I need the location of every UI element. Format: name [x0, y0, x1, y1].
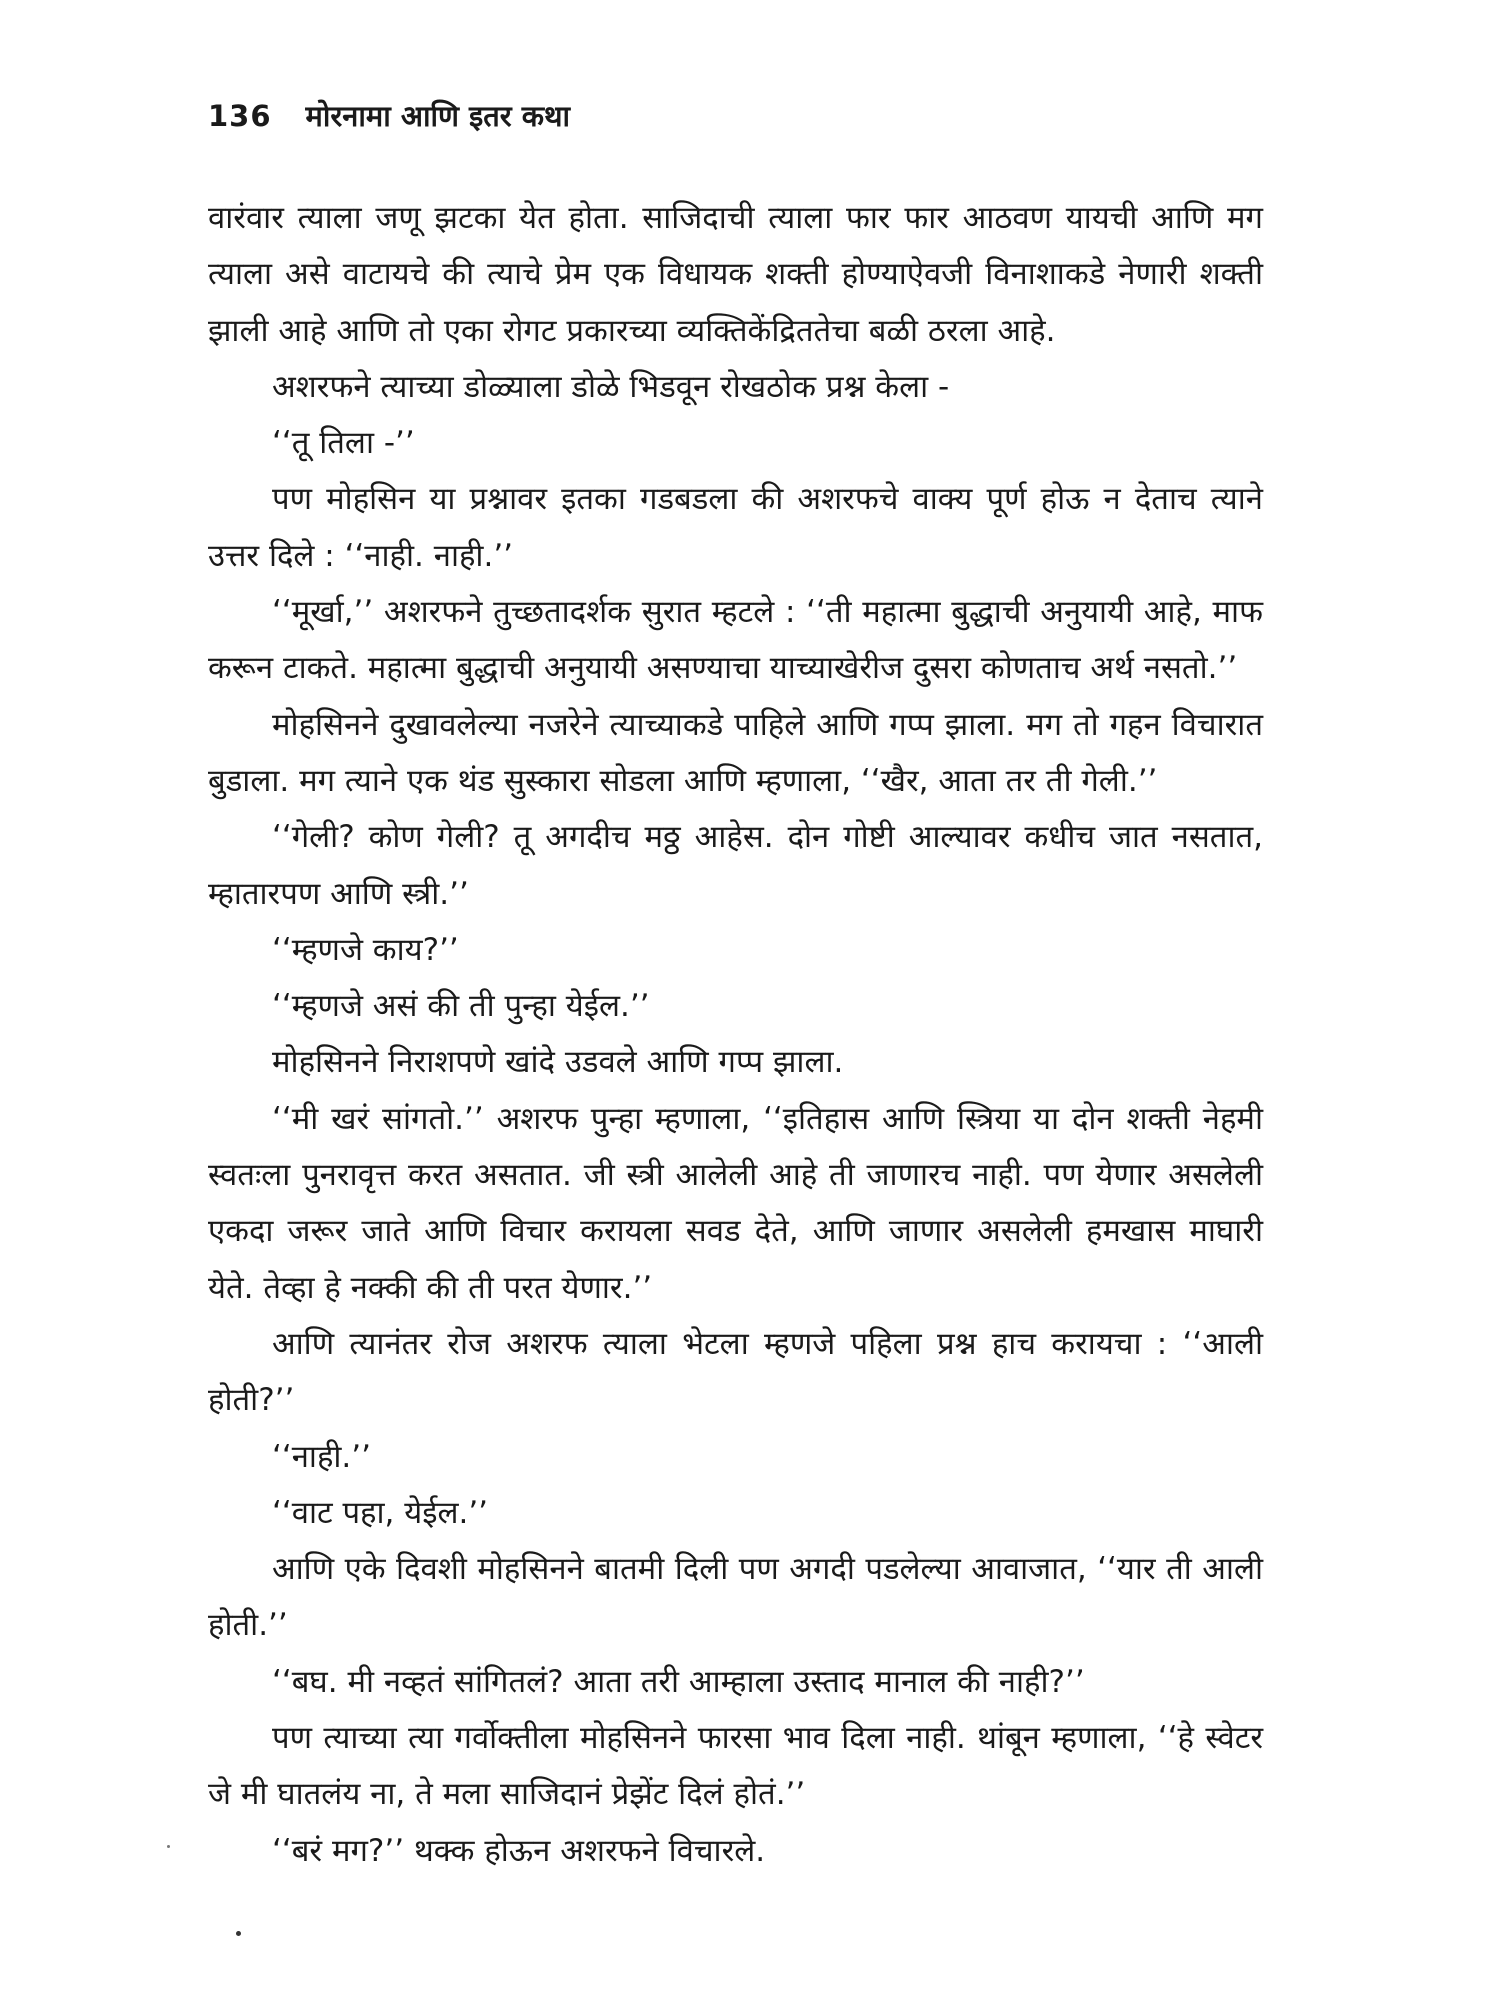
- running-title: मोरनामा आणि इतर कथा: [305, 99, 571, 133]
- paragraph: आणि त्यानंतर रोज अशरफ त्याला भेटला म्हणजे पहिला प्रश्न हाच करायचा : ‘‘आली होती?’’: [208, 1325, 1263, 1419]
- paragraph: ‘‘बरं मग?’’ थक्क होऊन अशरफने विचारले.: [272, 1832, 766, 1869]
- paragraph: ‘‘तू तिला -’’: [272, 425, 415, 462]
- paragraph: ‘‘बघ. मी नव्हतं सांगितलं? आता तरी आम्हाला उस्ताद मानाल की नाही?’’: [272, 1663, 1085, 1700]
- paragraph: ‘‘वाट पहा, येईल.’’: [272, 1494, 489, 1531]
- page-number: 136: [208, 99, 272, 133]
- scan-speck: [167, 1845, 170, 1848]
- page-header: [208, 96, 1263, 158]
- paragraph: ‘‘मी खरं सांगतो.’’ अशरफ पुन्हा म्हणाला, ‘‘इतिहास आणि स्त्रिया या दोन शक्ती नेहमी स्वतःला पुनरावृत्त करत असतात. जी स्त्री आलेली आहे ती जाणारच नाही. पण येणार असलेली एकदा जरूर जाते आणि विचार करायला सवड देते, आणि जाणार असलेली हमखास माघारी येते. तेव्हा हे नक्की की ती परत येणार.’’: [208, 1100, 1263, 1306]
- paragraph: वारंवार त्याला जणू झटका येत होता. साजिदाची त्याला फार फार आठवण यायची आणि मग त्याला असे वाटायचे की त्याचे प्रेम एक विधायक शक्ती होण्याऐवजी विनाशाकडे नेणारी शक्ती झाली आहे आणि तो एका रोगट प्रकारच्या व्यक्तिकेंद्रिततेचा बळी ठरला आहे.: [208, 200, 1263, 349]
- body-text: [208, 190, 1263, 1879]
- paragraph: ‘‘म्हणजे काय?’’: [272, 931, 459, 968]
- paragraph: पण मोहसिन या प्रश्नावर इतका गडबडला की अशरफचे वाक्य पूर्ण होऊ न देताच त्याने उत्तर दिले : ‘‘नाही. नाही.’’: [208, 481, 1263, 574]
- paragraph: ‘‘म्हणजे असं की ती पुन्हा येईल.’’: [272, 988, 650, 1025]
- paragraph: ‘‘नाही.’’: [272, 1438, 371, 1475]
- paragraph: ‘‘गेली? कोण गेली? तू अगदीच मठ्ठ आहेस. दोन गोष्टी आल्यावर कधीच जात नसतात, म्हातारपण आणि स्त्री.’’: [208, 819, 1263, 912]
- paragraph: पण त्याच्या त्या गर्वोक्तीला मोहसिनने फारसा भाव दिला नाही. थांबून म्हणाला, ‘‘हे स्वेटर जे मी घातलंय ना, ते मला साजिदानं प्रेझेंट दिलं होतं.’’: [208, 1720, 1263, 1813]
- scan-speck: [236, 1931, 241, 1936]
- paragraph: अशरफने त्याच्या डोळ्याला डोळे भिडवून रोखठोक प्रश्न केला -: [272, 368, 950, 405]
- paragraph: आणि एके दिवशी मोहसिनने बातमी दिली पण अगदी पडलेल्या आवाजात, ‘‘यार ती आली होती.’’: [208, 1551, 1263, 1644]
- paragraph: मोहसिनने दुखावलेल्या नजरेने त्याच्याकडे पाहिले आणि गप्प झाला. मग तो गहन विचारात बुडाला. मग त्याने एक थंड सुस्कारा सोडला आणि म्हणाला, ‘‘खैर, आता तर ती गेली.’’: [208, 706, 1263, 799]
- book-page: [208, 96, 1263, 1879]
- paragraph: ‘‘मूर्खा,’’ अशरफने तुच्छतादर्शक सुरात म्हटले : ‘‘ती महात्मा बुद्धाची अनुयायी आहे, माफ करून टाकते. महात्मा बुद्धाची अनुयायी असण्याचा याच्याखेरीज दुसरा कोणताच अर्थ नसतो.’’: [208, 594, 1263, 687]
- paragraph: मोहसिनने निराशपणे खांदे उडवले आणि गप्प झाला.: [272, 1044, 844, 1081]
